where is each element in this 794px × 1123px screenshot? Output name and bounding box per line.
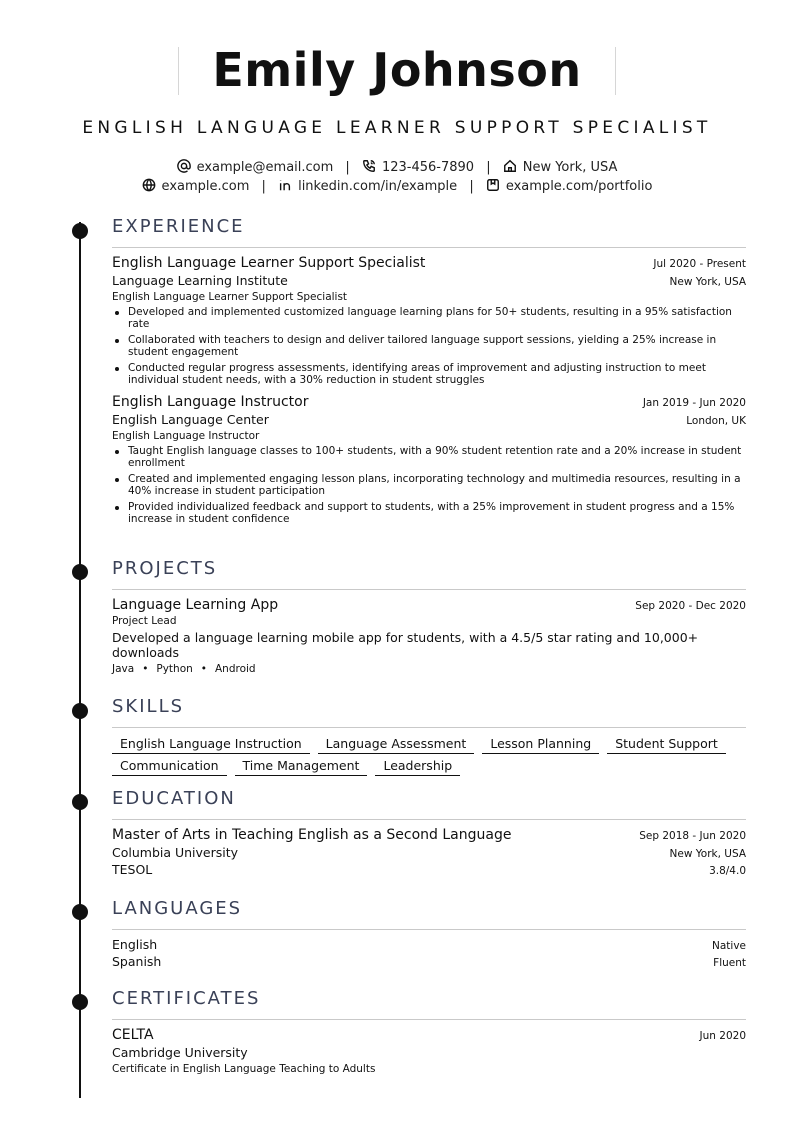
tech-stack: Java • Python • Android <box>112 663 256 675</box>
skills-list <box>112 735 746 779</box>
section-title: LANGUAGES <box>112 898 243 919</box>
section-title: SKILLS <box>112 696 185 717</box>
project-title: Language Learning App <box>112 597 279 613</box>
portfolio-link[interactable]: example.com/portfolio <box>505 179 653 194</box>
project-entry <box>112 597 746 675</box>
language-row <box>112 954 746 969</box>
certificate-issuer: Cambridge University <box>112 1045 248 1060</box>
education-location: New York, USA <box>669 848 746 860</box>
phone-text: 123-456-7890 <box>381 160 475 175</box>
certificate-date: Jun 2020 <box>699 1030 746 1042</box>
gpa: 3.8/4.0 <box>709 865 746 877</box>
skill-tag: Time Management <box>235 757 368 776</box>
section-title: EDUCATION <box>112 788 236 809</box>
section-divider <box>112 247 746 248</box>
separator: | <box>345 160 350 175</box>
education-dates: Sep 2018 - Jun 2020 <box>639 830 746 842</box>
degree-title: Master of Arts in Teaching English as a Second Language <box>112 827 512 843</box>
job-entry <box>112 255 746 386</box>
contact-row-1 <box>0 159 794 175</box>
contact-row-2 <box>0 178 794 194</box>
section-title: EXPERIENCE <box>112 216 245 237</box>
header-name-wrap <box>0 40 794 100</box>
project-description: Developed a language learning mobile app for students, with a 4.5/5 star rating and 10,000+ downloads <box>112 630 699 660</box>
language-level: Fluent <box>713 957 746 969</box>
section-divider <box>112 589 746 590</box>
education-section <box>112 787 746 877</box>
company-name: English Language Center <box>112 412 269 427</box>
skills-section <box>112 695 746 779</box>
skill-tag: Lesson Planning <box>482 735 599 754</box>
certificate-description: Certificate in English Language Teaching to Adults <box>112 1063 376 1075</box>
job-location: New York, USA <box>669 276 746 288</box>
job-location: London, UK <box>686 415 746 427</box>
at-icon <box>177 159 191 173</box>
job-title: English Language Instructor <box>112 394 309 410</box>
section-divider <box>112 1019 746 1020</box>
separator: | <box>261 179 266 194</box>
job-title: English Language Learner Support Specialist <box>112 255 426 271</box>
timeline-dot-languages <box>72 904 88 920</box>
language-level: Native <box>712 940 746 952</box>
tech-item: Android <box>215 663 256 675</box>
section-divider <box>112 727 746 728</box>
timeline-dot-education <box>72 794 88 810</box>
section-title: CERTIFICATES <box>112 988 261 1009</box>
section-divider <box>112 929 746 930</box>
bullet-item: Provided individualized feedback and support to students, with a 25% improvement in student progress and a 15% increase in student confidence <box>112 501 746 525</box>
skill-tag: Leadership <box>375 757 460 776</box>
home-icon <box>503 159 517 173</box>
job-dates: Jul 2020 - Present <box>653 258 746 270</box>
language-row <box>112 937 746 952</box>
timeline-dot-projects <box>72 564 88 580</box>
tech-item: Python <box>156 663 193 675</box>
timeline-dot-skills <box>72 703 88 719</box>
linkedin-icon <box>278 178 292 192</box>
project-dates: Sep 2020 - Dec 2020 <box>635 600 746 612</box>
phone-icon <box>362 159 376 173</box>
candidate-name: Emily Johnson <box>178 40 615 100</box>
language-name: Spanish <box>112 954 162 969</box>
job-entry <box>112 394 746 525</box>
timeline-line <box>79 222 81 1098</box>
location-text: New York, USA <box>522 160 618 175</box>
certificate-entry <box>112 1027 746 1075</box>
project-role: Project Lead <box>112 615 177 627</box>
portfolio-icon <box>486 178 500 192</box>
email-link[interactable]: example@email.com <box>196 160 334 175</box>
certificates-section <box>112 987 746 1075</box>
linkedin-link[interactable]: linkedin.com/in/example <box>298 179 458 194</box>
school-name: Columbia University <box>112 845 239 860</box>
skill-tag: Student Support <box>607 735 726 754</box>
separator: | <box>469 179 474 194</box>
skill-tag: English Language Instruction <box>112 735 310 754</box>
experience-section <box>112 215 746 529</box>
field-of-study: TESOL <box>112 862 153 877</box>
bullet-list <box>112 306 746 386</box>
projects-section <box>112 557 746 675</box>
bullet-item: Developed and implemented customized language learning plans for 50+ students, resulting in a 95% satisfaction rate <box>112 306 746 330</box>
timeline-dot-experience <box>72 223 88 239</box>
education-entry <box>112 827 746 877</box>
timeline-dot-certificates <box>72 994 88 1010</box>
job-role: English Language Instructor <box>112 430 260 442</box>
website-link[interactable]: example.com <box>161 179 250 194</box>
skill-tag: Language Assessment <box>318 735 475 754</box>
globe-icon <box>142 178 156 192</box>
bullet-item: Collaborated with teachers to design and deliver tailored language support sessions, yielding a 25% increase in student engagement <box>112 334 746 358</box>
company-name: Language Learning Institute <box>112 273 288 288</box>
bullet-item: Conducted regular progress assessments, identifying areas of improvement and adjusting instruction to meet individual student needs, with a 30% reduction in student struggles <box>112 362 746 386</box>
bullet-item: Created and implemented engaging lesson plans, incorporating technology and multimedia resources, resulting in a 40% increase in student participation <box>112 473 746 497</box>
job-title: ENGLISH LANGUAGE LEARNER SUPPORT SPECIALIST <box>82 118 712 138</box>
section-title: PROJECTS <box>112 558 218 579</box>
separator: | <box>486 160 491 175</box>
section-divider <box>112 819 746 820</box>
job-role: English Language Learner Support Specialist <box>112 291 348 303</box>
bullet-list <box>112 445 746 525</box>
language-name: English <box>112 937 158 952</box>
skill-tag: Communication <box>112 757 227 776</box>
languages-section <box>112 897 746 969</box>
job-dates: Jan 2019 - Jun 2020 <box>642 397 746 409</box>
tech-item: Java <box>112 663 135 675</box>
bullet-item: Taught English language classes to 100+ students, with a 90% student retention rate and a 20% increase in student enrollment <box>112 445 746 469</box>
certificate-name: CELTA <box>112 1027 154 1043</box>
